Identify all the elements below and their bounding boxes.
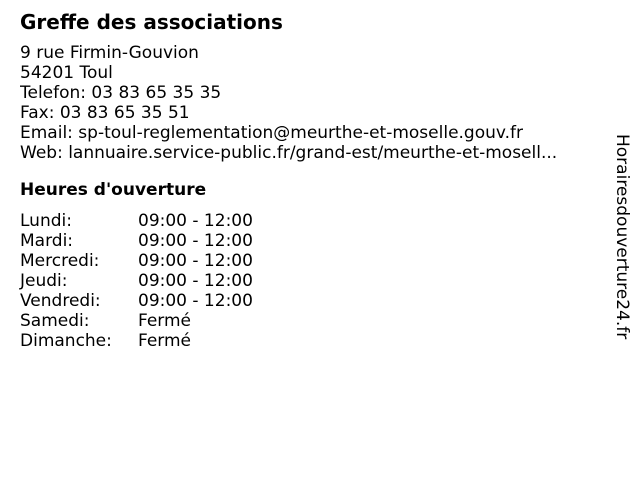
hours-row-wednesday bbox=[20, 251, 600, 271]
fax-line: Fax: 03 83 65 35 51 bbox=[20, 103, 190, 123]
day-label: Mercredi: bbox=[20, 251, 100, 271]
opening-hours-table bbox=[20, 211, 600, 351]
time-value: 09:00 - 12:00 bbox=[138, 211, 253, 231]
hours-row-monday bbox=[20, 211, 600, 231]
time-value: 09:00 - 12:00 bbox=[138, 231, 253, 251]
day-label: Lundi: bbox=[20, 211, 72, 231]
time-value: 09:00 - 12:00 bbox=[138, 271, 253, 291]
hours-row-tuesday bbox=[20, 231, 600, 251]
brand-watermark: Horairesdouverture24.fr bbox=[612, 134, 632, 340]
hours-row-saturday bbox=[20, 311, 600, 331]
day-label: Vendredi: bbox=[20, 291, 101, 311]
hours-row-sunday bbox=[20, 331, 600, 351]
time-value: Fermé bbox=[138, 311, 192, 331]
address-street: 9 rue Firmin-Gouvion bbox=[20, 43, 199, 63]
day-label: Jeudi: bbox=[20, 271, 68, 291]
time-value: Fermé bbox=[138, 331, 192, 351]
time-value: 09:00 - 12:00 bbox=[138, 251, 253, 271]
listing-card bbox=[20, 10, 600, 351]
listing-title: Greffe des associations bbox=[20, 10, 283, 34]
day-label: Dimanche: bbox=[20, 331, 112, 351]
email-line[interactable]: Email: sp-toul-reglementation@meurthe-et-moselle.gouv.fr bbox=[20, 123, 524, 143]
opening-hours-heading: Heures d'ouverture bbox=[20, 180, 207, 200]
time-value: 09:00 - 12:00 bbox=[138, 291, 253, 311]
day-label: Mardi: bbox=[20, 231, 74, 251]
phone-line[interactable]: Telefon: 03 83 65 35 35 bbox=[20, 83, 222, 103]
website-line[interactable]: Web: lannuaire.service-public.fr/grand-est/meurthe-et-mosell... bbox=[20, 143, 558, 163]
hours-row-friday bbox=[20, 291, 600, 311]
address-city: 54201 Toul bbox=[20, 63, 113, 83]
day-label: Samedi: bbox=[20, 311, 90, 331]
hours-row-thursday bbox=[20, 271, 600, 291]
